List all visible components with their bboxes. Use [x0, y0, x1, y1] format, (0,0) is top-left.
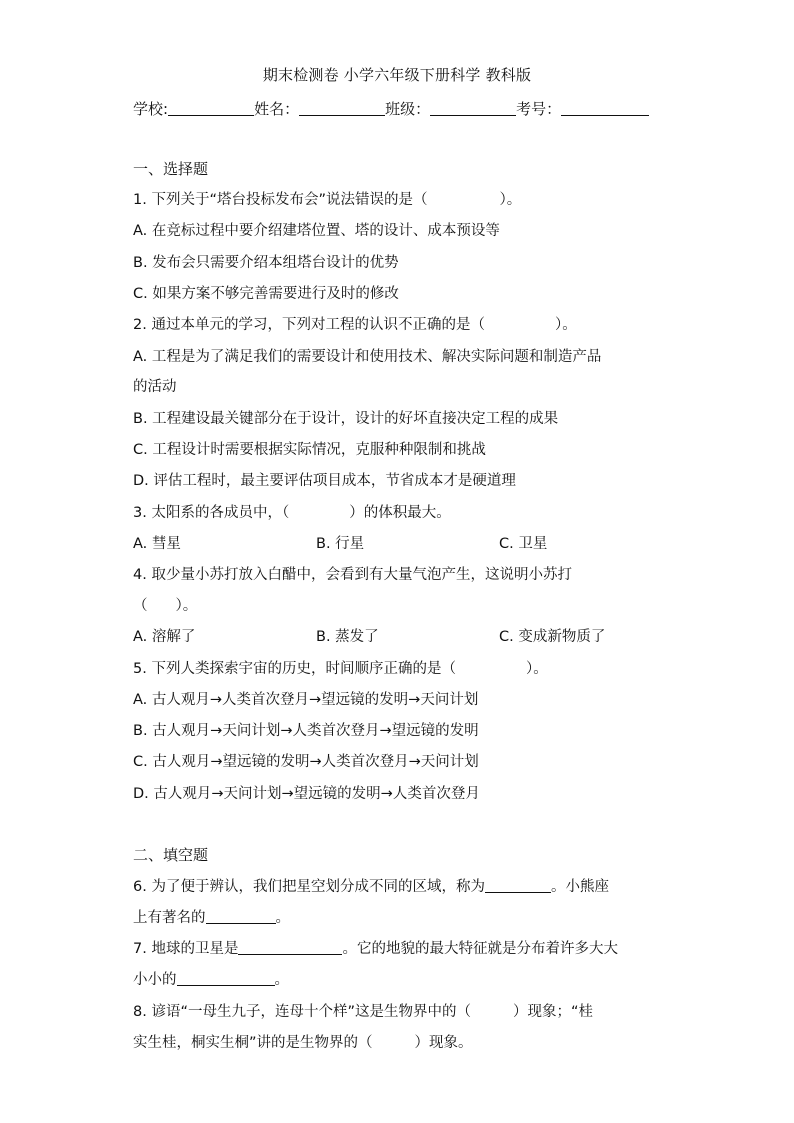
fill-blank[interactable] — [238, 941, 342, 955]
question-3-end: ）的体积最大。 — [349, 505, 451, 521]
question-8-line1 — [133, 1003, 593, 1021]
question-8-text-cont: ）现象；“桂 — [512, 1004, 593, 1020]
student-info-row — [133, 98, 649, 119]
name-field[interactable] — [299, 101, 385, 116]
question-8-end: ）现象。 — [414, 1035, 473, 1051]
question-3-option-a: A. 彗星 — [133, 536, 181, 552]
question-6-text-cont: 。小熊座 — [550, 879, 609, 895]
question-2-option-c: C. 工程设计时需要根据实际情况，克服种种限制和挑战 — [133, 442, 486, 458]
fill-blank[interactable] — [485, 879, 551, 893]
question-1-stem — [133, 191, 521, 209]
question-7-text-cont: 。它的地貌的最大特征就是分布着许多大大 — [342, 941, 618, 957]
question-7-text: 7. 地球的卫星是 — [133, 941, 239, 957]
question-1-option-c: C. 如果方案不够完善需要进行及时的修改 — [133, 286, 399, 302]
question-6-text: 6. 为了便于辨认，我们把星空划分成不同的区域，称为 — [133, 879, 485, 895]
question-7-line2 — [133, 971, 289, 989]
question-8-line2 — [133, 1034, 473, 1052]
question-2-option-d: D. 评估工程时，最主要评估项目成本，节省成本才是硬道理 — [133, 473, 516, 489]
question-5-end: ）。 — [525, 661, 548, 677]
question-6-line2 — [133, 909, 290, 927]
question-2-text: 2. 通过本单元的学习，下列对工程的认识不正确的是（ — [133, 317, 485, 333]
question-2-option-a-line2: 的活动 — [133, 379, 177, 395]
question-4-option-a: A. 溶解了 — [133, 629, 196, 645]
question-2-option-a-line1: A. 工程是为了满足我们的需要设计和使用技术、解决实际问题和制造产品 — [133, 349, 602, 365]
question-4-option-b: B. 蒸发了 — [316, 629, 379, 645]
question-4-option-c: C. 变成新物质了 — [499, 629, 606, 645]
question-1-option-a: A. 在竞标过程中要介绍建塔位置、塔的设计、成本预设等 — [133, 223, 500, 239]
question-3-option-c: C. 卫星 — [499, 536, 548, 552]
question-3-option-b: B. 行星 — [316, 536, 365, 552]
number-field[interactable] — [561, 101, 649, 116]
question-4-end: ）。 — [175, 598, 198, 614]
question-5-text: 5. 下列人类探索宇宙的历史，时间顺序正确的是（ — [133, 661, 456, 677]
question-6-text-2: 上有著名的 — [133, 910, 206, 926]
class-field[interactable] — [430, 101, 516, 116]
question-1-text: 1. 下列关于“塔台投标发布会”说法错误的是（ — [133, 192, 428, 208]
name-label: 姓名： — [254, 100, 300, 118]
fill-blank[interactable] — [177, 972, 275, 986]
class-label: 班级： — [385, 100, 431, 118]
question-7-end: 。 — [274, 972, 289, 988]
question-5-option-a: A. 古人观月→人类首次登月→望远镜的发明→天问计划 — [133, 692, 479, 708]
section-heading-choice: 一、选择题 — [133, 160, 209, 178]
question-4-line1: 4. 取少量小苏打放入白醋中，会看到有大量气泡产生，这说明小苏打 — [133, 567, 572, 583]
school-field[interactable] — [168, 101, 254, 116]
question-8-text: 8. 谚语“一母生九子，连母十个样”这是生物界中的（ — [133, 1004, 471, 1020]
question-5-option-c: C. 古人观月→望远镜的发明→人类首次登月→天问计划 — [133, 754, 479, 770]
school-label: 学校: — [133, 100, 169, 118]
question-5-option-d: D. 古人观月→天问计划→望远镜的发明→人类首次登月 — [133, 786, 480, 802]
question-6-line1 — [133, 878, 609, 896]
question-7-text-2: 小小的 — [133, 972, 177, 988]
question-2-stem — [133, 316, 577, 334]
question-2-end: ）。 — [554, 317, 577, 333]
question-4-paren-open: （ — [133, 598, 148, 614]
question-1-end: ）。 — [499, 192, 522, 208]
question-6-end: 。 — [275, 910, 290, 926]
question-8-text-2: 实生桂，桐实生桐”讲的是生物界的（ — [133, 1035, 373, 1051]
number-label: 考号： — [516, 100, 562, 118]
question-1-option-b: B. 发布会只需要介绍本组塔台设计的优势 — [133, 255, 399, 271]
section-heading-fill: 二、填空题 — [133, 846, 209, 864]
question-7-line1 — [133, 940, 618, 958]
question-3-text: 3. 太阳系的各成员中，（ — [133, 505, 290, 521]
fill-blank[interactable] — [206, 910, 276, 924]
question-5-stem — [133, 660, 548, 678]
question-2-option-b: B. 工程建设最关键部分在于设计，设计的好坏直接决定工程的成果 — [133, 411, 559, 427]
question-3-stem — [133, 504, 451, 522]
question-4-line2 — [133, 597, 197, 615]
question-5-option-b: B. 古人观月→天问计划→人类首次登月→望远镜的发明 — [133, 723, 479, 739]
page-title: 期末检测卷 小学六年级下册科学 教科版 — [262, 66, 532, 84]
